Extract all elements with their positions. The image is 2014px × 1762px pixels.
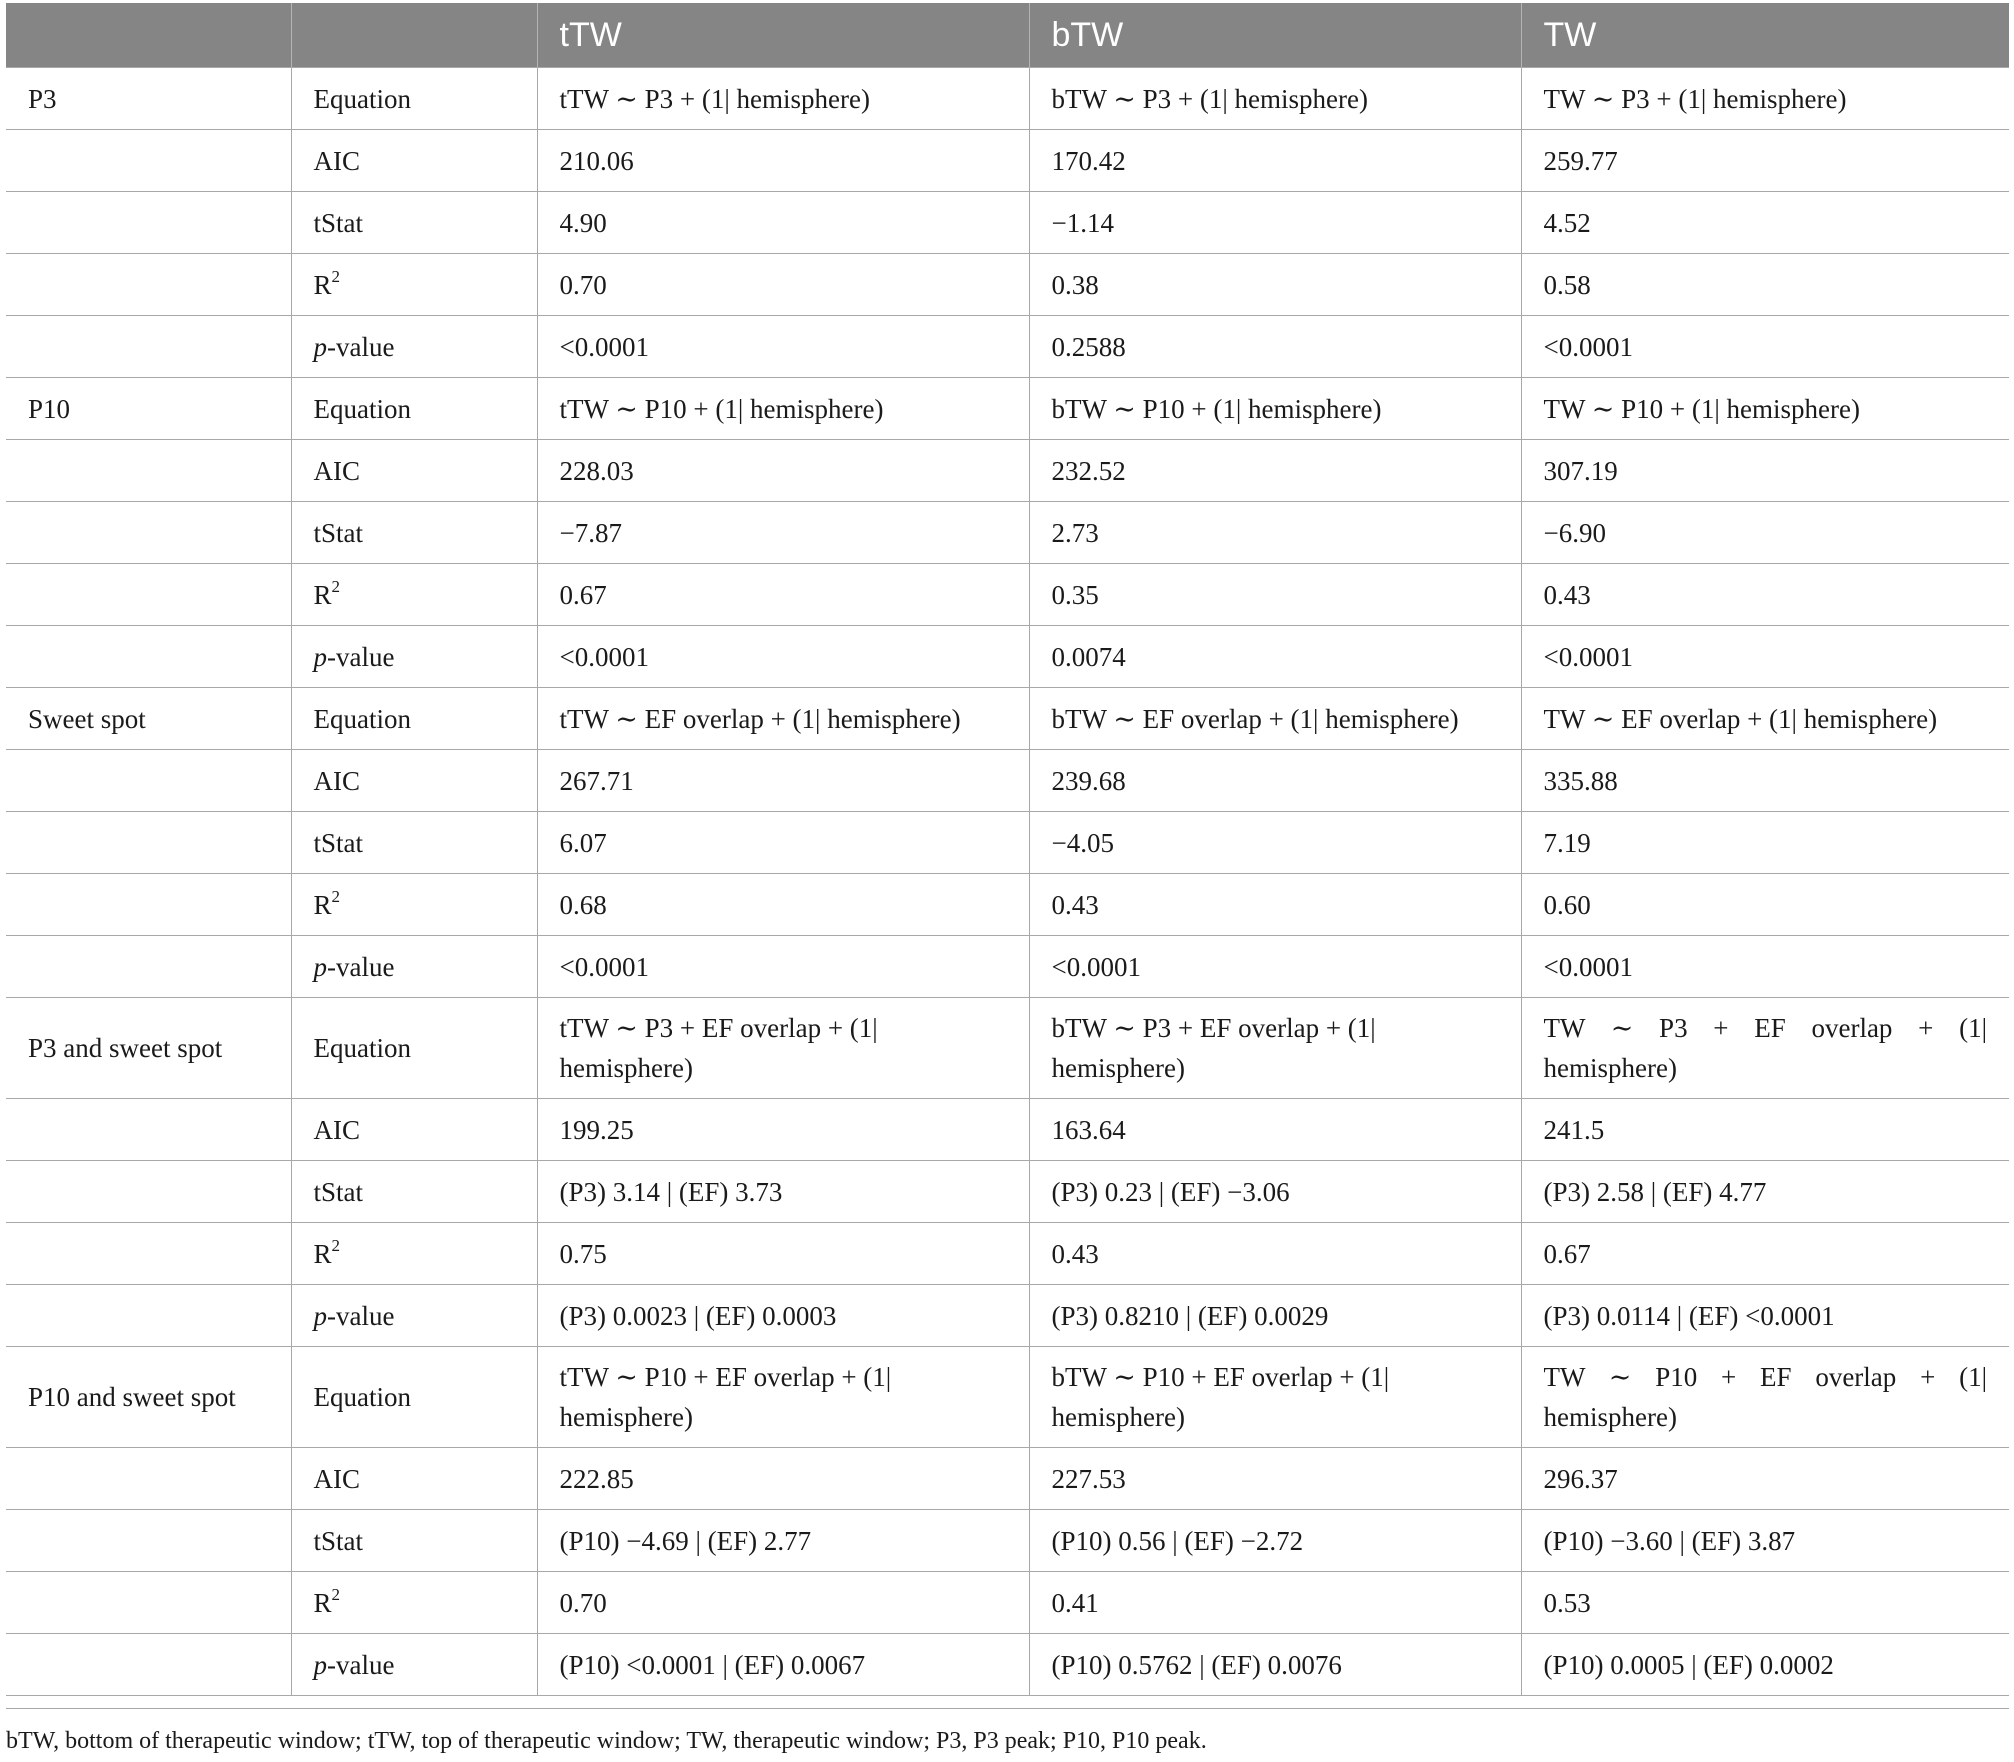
group-label-cell: P10: [6, 378, 291, 440]
value-cell-ttw: <0.0001: [537, 936, 1029, 998]
group-label-cell: [6, 1285, 291, 1347]
superscript-2: 2: [331, 576, 341, 596]
value-cell-btw: (P10) 0.5762 | (EF) 0.0076: [1029, 1634, 1521, 1696]
table-row: [6, 874, 2009, 936]
value-cell-btw: <0.0001: [1029, 936, 1521, 998]
header-cell-ttw: tTW: [537, 3, 1029, 68]
value-cell-ttw: 228.03: [537, 440, 1029, 502]
value-cell-tw: (P10) 0.0005 | (EF) 0.0002: [1521, 1634, 2009, 1696]
value-cell-tw: −6.90: [1521, 502, 2009, 564]
table-row: [6, 378, 2009, 440]
metric-label-cell: tStat: [291, 812, 537, 874]
value-cell-tw: TW ∼ P10 + (1| hemisphere): [1521, 378, 2009, 440]
metric-label-cell-p-value: p-value: [291, 1285, 537, 1347]
value-cell-ttw: tTW ∼ EF overlap + (1| hemisphere): [537, 688, 1029, 750]
value-cell-btw: 0.35: [1029, 564, 1521, 626]
metric-label-cell: tStat: [291, 1510, 537, 1572]
value-cell-ttw: 6.07: [537, 812, 1029, 874]
value-cell-tw: 0.43: [1521, 564, 2009, 626]
value-cell-btw: (P3) 0.8210 | (EF) 0.0029: [1029, 1285, 1521, 1347]
table-row: [6, 626, 2009, 688]
value-cell-btw: bTW ∼ P3 + (1| hemisphere): [1029, 68, 1521, 130]
value-cell-ttw: 199.25: [537, 1099, 1029, 1161]
value-cell-btw: −1.14: [1029, 192, 1521, 254]
value-cell-tw: TW ∼ P3 + (1| hemisphere): [1521, 68, 2009, 130]
value-cell-tw: <0.0001: [1521, 626, 2009, 688]
value-cell-tw: 0.60: [1521, 874, 2009, 936]
metric-label-cell-r-squared: $R^2$: [291, 1572, 537, 1634]
results-table: [6, 3, 2009, 1696]
header-cell-metric: [291, 3, 537, 68]
superscript-2: 2: [331, 1584, 341, 1604]
table-row: [6, 254, 2009, 316]
table-row: [6, 1572, 2009, 1634]
value-cell-tw: 241.5: [1521, 1099, 2009, 1161]
value-cell-tw: 0.53: [1521, 1572, 2009, 1634]
value-cell-ttw: 210.06: [537, 130, 1029, 192]
value-cell-tw: TW ∼ EF overlap + (1| hemisphere): [1521, 688, 2009, 750]
metric-label-cell-p-value: p-value: [291, 936, 537, 998]
value-cell-tw: 0.58: [1521, 254, 2009, 316]
value-cell-tw: (P3) 2.58 | (EF) 4.77: [1521, 1161, 2009, 1223]
table-row: [6, 998, 2009, 1099]
value-cell-ttw: 4.90: [537, 192, 1029, 254]
metric-label-cell: AIC: [291, 440, 537, 502]
table-header: [6, 3, 2009, 68]
table-body: [6, 68, 2009, 1696]
value-cell-ttw: (P3) 3.14 | (EF) 3.73: [537, 1161, 1029, 1223]
value-cell-btw: −4.05: [1029, 812, 1521, 874]
table-footnote: bTW, bottom of therapeutic window; tTW, top of therapeutic window; TW, therapeutic window; P3, P3 peak; P10, P10 peak.: [6, 1728, 1207, 1754]
value-cell-btw: bTW ∼ EF overlap + (1| hemisphere): [1029, 688, 1521, 750]
table-row: [6, 502, 2009, 564]
value-cell-btw: bTW ∼ P3 + EF overlap + (1| hemisphere): [1029, 998, 1521, 1099]
value-cell-tw: 296.37: [1521, 1448, 2009, 1510]
value-cell-tw: 335.88: [1521, 750, 2009, 812]
value-cell-btw: 2.73: [1029, 502, 1521, 564]
group-label-cell: [6, 626, 291, 688]
value-cell-btw: 0.0074: [1029, 626, 1521, 688]
metric-label-cell: Equation: [291, 68, 537, 130]
value-cell-tw: 4.52: [1521, 192, 2009, 254]
table-row: [6, 1347, 2009, 1448]
value-cell-btw: bTW ∼ P10 + EF overlap + (1| hemisphere): [1029, 1347, 1521, 1448]
table-row: [6, 1448, 2009, 1510]
table-row: [6, 750, 2009, 812]
value-cell-btw: 0.38: [1029, 254, 1521, 316]
value-cell-btw: (P10) 0.56 | (EF) −2.72: [1029, 1510, 1521, 1572]
value-cell-btw: 0.2588: [1029, 316, 1521, 378]
value-cell-btw: 227.53: [1029, 1448, 1521, 1510]
value-cell-btw: bTW ∼ P10 + (1| hemisphere): [1029, 378, 1521, 440]
metric-label-cell: Equation: [291, 378, 537, 440]
group-label-cell: [6, 440, 291, 502]
value-cell-tw: 0.67: [1521, 1223, 2009, 1285]
group-label-cell: [6, 1161, 291, 1223]
table-row: [6, 1099, 2009, 1161]
metric-label-cell: Equation: [291, 688, 537, 750]
metric-label-cell-p-value: p-value: [291, 1634, 537, 1696]
table-row: [6, 130, 2009, 192]
value-cell-tw: <0.0001: [1521, 936, 2009, 998]
value-cell-ttw: 0.68: [537, 874, 1029, 936]
header-cell-tw: TW: [1521, 3, 2009, 68]
value-cell-ttw: (P10) −4.69 | (EF) 2.77: [537, 1510, 1029, 1572]
metric-label-cell-r-squared: $R^2$: [291, 564, 537, 626]
value-cell-ttw: −7.87: [537, 502, 1029, 564]
group-label-cell: [6, 750, 291, 812]
value-cell-tw: TW ∼ P10 + EF overlap + (1| hemisphere): [1521, 1347, 2009, 1448]
value-cell-ttw: <0.0001: [537, 316, 1029, 378]
group-label-cell: P3 and sweet spot: [6, 998, 291, 1099]
table-row: [6, 1285, 2009, 1347]
metric-label-cell: tStat: [291, 502, 537, 564]
value-cell-tw: 259.77: [1521, 130, 2009, 192]
value-cell-ttw: tTW ∼ P3 + EF overlap + (1| hemisphere): [537, 998, 1029, 1099]
value-cell-ttw: (P3) 0.0023 | (EF) 0.0003: [537, 1285, 1029, 1347]
metric-label-cell-r-squared: $R^2$: [291, 1223, 537, 1285]
group-label-cell: P10 and sweet spot: [6, 1347, 291, 1448]
value-cell-ttw: tTW ∼ P10 + EF overlap + (1| hemisphere): [537, 1347, 1029, 1448]
value-cell-tw: 307.19: [1521, 440, 2009, 502]
value-cell-ttw: tTW ∼ P3 + (1| hemisphere): [537, 68, 1029, 130]
value-cell-ttw: 0.70: [537, 254, 1029, 316]
table-row: [6, 688, 2009, 750]
value-cell-tw: (P10) −3.60 | (EF) 3.87: [1521, 1510, 2009, 1572]
group-label-cell: [6, 1510, 291, 1572]
group-label-cell: [6, 130, 291, 192]
metric-label-cell-r-squared: $R^2$: [291, 874, 537, 936]
bottom-rule: [6, 1708, 2009, 1709]
value-cell-btw: 239.68: [1029, 750, 1521, 812]
header-cell-btw: bTW: [1029, 3, 1521, 68]
group-label-cell: [6, 1099, 291, 1161]
group-label-cell: [6, 812, 291, 874]
table-row: [6, 812, 2009, 874]
value-cell-btw: 232.52: [1029, 440, 1521, 502]
group-label-cell: [6, 254, 291, 316]
group-label-cell: Sweet spot: [6, 688, 291, 750]
group-label-cell: [6, 1634, 291, 1696]
value-cell-ttw: 0.67: [537, 564, 1029, 626]
metric-label-cell-p-value: p-value: [291, 316, 537, 378]
value-cell-btw: (P3) 0.23 | (EF) −3.06: [1029, 1161, 1521, 1223]
value-cell-btw: 0.43: [1029, 874, 1521, 936]
metric-label-cell: AIC: [291, 130, 537, 192]
header-cell-group: [6, 3, 291, 68]
group-label-cell: [6, 1223, 291, 1285]
superscript-2: 2: [331, 266, 341, 286]
superscript-2: 2: [331, 1235, 341, 1255]
value-cell-btw: 170.42: [1029, 130, 1521, 192]
header-row: [6, 3, 2009, 68]
table-row: [6, 316, 2009, 378]
metric-label-cell: AIC: [291, 750, 537, 812]
group-label-cell: [6, 192, 291, 254]
table-row: [6, 440, 2009, 502]
value-cell-btw: 0.41: [1029, 1572, 1521, 1634]
metric-label-cell-p-value: p-value: [291, 626, 537, 688]
superscript-2: 2: [331, 886, 341, 906]
value-cell-ttw: 0.75: [537, 1223, 1029, 1285]
metric-label-cell: AIC: [291, 1448, 537, 1510]
value-cell-tw: TW ∼ P3 + EF overlap + (1| hemisphere): [1521, 998, 2009, 1099]
group-label-cell: [6, 874, 291, 936]
table-row: [6, 1223, 2009, 1285]
table-row: [6, 564, 2009, 626]
value-cell-ttw: 267.71: [537, 750, 1029, 812]
group-label-cell: [6, 936, 291, 998]
value-cell-btw: 163.64: [1029, 1099, 1521, 1161]
value-cell-ttw: (P10) <0.0001 | (EF) 0.0067: [537, 1634, 1029, 1696]
table-row: [6, 68, 2009, 130]
group-label-cell: [6, 316, 291, 378]
table-row: [6, 1510, 2009, 1572]
metric-label-cell: AIC: [291, 1099, 537, 1161]
results-table-container: [6, 3, 2009, 1696]
metric-label-cell: tStat: [291, 192, 537, 254]
table-row: [6, 936, 2009, 998]
table-row: [6, 192, 2009, 254]
metric-label-cell-r-squared: $R^2$: [291, 254, 537, 316]
value-cell-ttw: <0.0001: [537, 626, 1029, 688]
table-row: [6, 1634, 2009, 1696]
group-label-cell: [6, 564, 291, 626]
value-cell-tw: <0.0001: [1521, 316, 2009, 378]
group-label-cell: [6, 1448, 291, 1510]
value-cell-ttw: 0.70: [537, 1572, 1029, 1634]
value-cell-btw: 0.43: [1029, 1223, 1521, 1285]
value-cell-tw: 7.19: [1521, 812, 2009, 874]
group-label-cell: P3: [6, 68, 291, 130]
group-label-cell: [6, 502, 291, 564]
table-row: [6, 1161, 2009, 1223]
metric-label-cell: Equation: [291, 998, 537, 1099]
group-label-cell: [6, 1572, 291, 1634]
value-cell-ttw: 222.85: [537, 1448, 1029, 1510]
value-cell-ttw: tTW ∼ P10 + (1| hemisphere): [537, 378, 1029, 440]
metric-label-cell: Equation: [291, 1347, 537, 1448]
metric-label-cell: tStat: [291, 1161, 537, 1223]
value-cell-tw: (P3) 0.0114 | (EF) <0.0001: [1521, 1285, 2009, 1347]
